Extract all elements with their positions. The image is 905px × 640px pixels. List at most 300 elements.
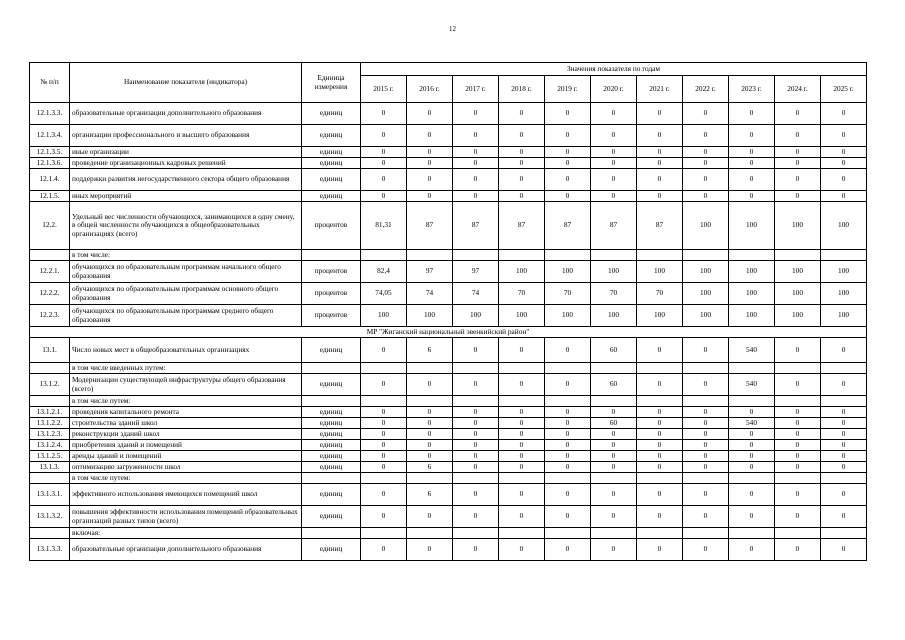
table-row <box>30 125 867 147</box>
empty-cell <box>407 473 453 484</box>
value-cell: 0 <box>729 440 775 451</box>
value-cell: 0 <box>821 374 867 396</box>
value-cell: 0 <box>453 103 499 125</box>
value-cell: 0 <box>637 125 683 147</box>
value-cell: 0 <box>361 506 407 528</box>
empty-cell <box>637 528 683 539</box>
empty-cell <box>637 396 683 407</box>
header-year: 2017 г. <box>453 76 499 103</box>
value-cell: 100 <box>821 283 867 305</box>
empty-cell <box>453 528 499 539</box>
empty-cell <box>775 473 821 484</box>
header-year: 2025 г. <box>821 76 867 103</box>
subheading-text: в том числе путем: <box>70 473 302 484</box>
empty-cell <box>775 250 821 261</box>
header-year: 2021 г. <box>637 76 683 103</box>
value-cell: 70 <box>591 283 637 305</box>
value-cell: 0 <box>545 418 591 429</box>
table-row <box>30 202 867 250</box>
value-cell: 0 <box>499 125 545 147</box>
table-row <box>30 407 867 418</box>
value-cell: 0 <box>545 440 591 451</box>
empty-cell <box>453 473 499 484</box>
unit: единиц <box>302 429 361 440</box>
value-cell: 0 <box>729 539 775 561</box>
value-cell: 0 <box>361 158 407 169</box>
value-cell: 0 <box>775 429 821 440</box>
value-cell: 0 <box>407 125 453 147</box>
value-cell: 0 <box>361 440 407 451</box>
unit: процентов <box>302 261 361 283</box>
indicator-name: обучающихся по образовательным программам основного общего образования <box>70 283 302 305</box>
value-cell: 0 <box>821 418 867 429</box>
value-cell: 0 <box>821 539 867 561</box>
empty-cell <box>637 363 683 374</box>
value-cell: 0 <box>453 539 499 561</box>
value-cell: 0 <box>821 462 867 473</box>
value-cell: 0 <box>499 440 545 451</box>
subheading-text: включая: <box>70 528 302 539</box>
value-cell: 6 <box>407 338 453 363</box>
table-row <box>30 506 867 528</box>
value-cell: 100 <box>821 261 867 283</box>
value-cell: 74,05 <box>361 283 407 305</box>
value-cell: 0 <box>453 484 499 506</box>
value-cell: 0 <box>683 539 729 561</box>
value-cell: 0 <box>821 451 867 462</box>
empty-cell <box>407 396 453 407</box>
value-cell: 0 <box>407 158 453 169</box>
value-cell: 100 <box>453 305 499 327</box>
value-cell: 0 <box>821 484 867 506</box>
value-cell: 0 <box>361 125 407 147</box>
value-cell: 0 <box>683 506 729 528</box>
value-cell: 87 <box>591 202 637 250</box>
value-cell: 0 <box>821 147 867 158</box>
empty-cell <box>729 396 775 407</box>
empty-cell <box>302 528 361 539</box>
table-row <box>30 305 867 327</box>
value-cell: 0 <box>683 147 729 158</box>
row-number: 13.1.2. <box>30 374 70 396</box>
value-cell: 0 <box>591 169 637 191</box>
value-cell: 540 <box>729 374 775 396</box>
table-row <box>30 418 867 429</box>
value-cell: 0 <box>775 147 821 158</box>
unit: единиц <box>302 451 361 462</box>
value-cell: 0 <box>821 429 867 440</box>
header-name: Наименование показателя (индикатора) <box>70 63 302 103</box>
value-cell: 100 <box>591 261 637 283</box>
value-cell: 0 <box>407 103 453 125</box>
value-cell: 0 <box>637 506 683 528</box>
value-cell: 0 <box>499 462 545 473</box>
value-cell: 0 <box>683 407 729 418</box>
indicator-name: образовательные организации дополнительного образования <box>70 539 302 561</box>
empty-cell <box>775 396 821 407</box>
unit: единиц <box>302 125 361 147</box>
unit: единиц <box>302 191 361 202</box>
empty-cell <box>499 473 545 484</box>
value-cell: 0 <box>407 191 453 202</box>
value-cell: 0 <box>545 169 591 191</box>
value-cell: 0 <box>591 191 637 202</box>
value-cell: 0 <box>407 506 453 528</box>
value-cell: 74 <box>407 283 453 305</box>
table-row <box>30 147 867 158</box>
table-row <box>30 462 867 473</box>
value-cell: 0 <box>361 103 407 125</box>
value-cell: 0 <box>453 338 499 363</box>
unit: единиц <box>302 418 361 429</box>
empty-cell <box>302 396 361 407</box>
value-cell: 0 <box>591 125 637 147</box>
indicator-name: Число новых мест в общеобразовательных организациях <box>70 338 302 363</box>
value-cell: 0 <box>821 191 867 202</box>
header-unit: Единица измерения <box>302 63 361 103</box>
row-number: 12.1.3.3. <box>30 103 70 125</box>
subheading-row <box>30 363 867 374</box>
value-cell: 0 <box>499 429 545 440</box>
value-cell: 0 <box>407 429 453 440</box>
value-cell: 0 <box>545 451 591 462</box>
row-number: 13.1.2.1. <box>30 407 70 418</box>
empty-cell <box>591 473 637 484</box>
empty-cell <box>637 473 683 484</box>
empty-cell <box>683 473 729 484</box>
table-body <box>30 103 867 561</box>
indicator-name: проведение организационных кадровых решений <box>70 158 302 169</box>
table-row <box>30 539 867 561</box>
row-number: 12.2.2. <box>30 283 70 305</box>
indicator-name: строительства зданий школ <box>70 418 302 429</box>
value-cell: 100 <box>775 261 821 283</box>
value-cell: 0 <box>499 418 545 429</box>
row-number: 13.1.3.2. <box>30 506 70 528</box>
value-cell: 0 <box>499 191 545 202</box>
header-year: 2023 г. <box>729 76 775 103</box>
row-number: 12.1.4. <box>30 169 70 191</box>
value-cell: 0 <box>775 169 821 191</box>
indicator-name: обучающихся по образовательным программам начального общего образования <box>70 261 302 283</box>
value-cell: 0 <box>545 191 591 202</box>
value-cell: 0 <box>545 125 591 147</box>
value-cell: 0 <box>637 451 683 462</box>
value-cell: 0 <box>729 125 775 147</box>
unit: единиц <box>302 506 361 528</box>
row-number: 13.1.2.5. <box>30 451 70 462</box>
empty-cell <box>821 363 867 374</box>
value-cell: 0 <box>821 440 867 451</box>
empty-cell <box>545 396 591 407</box>
value-cell: 0 <box>683 338 729 363</box>
empty-cell <box>591 528 637 539</box>
value-cell: 0 <box>545 429 591 440</box>
value-cell: 0 <box>407 374 453 396</box>
value-cell: 0 <box>545 338 591 363</box>
value-cell: 0 <box>499 506 545 528</box>
value-cell: 97 <box>407 261 453 283</box>
value-cell: 0 <box>591 440 637 451</box>
value-cell: 0 <box>407 440 453 451</box>
value-cell: 0 <box>775 125 821 147</box>
table-row <box>30 261 867 283</box>
subheading-text: в том числе введенных путем: <box>70 363 302 374</box>
empty-cell <box>545 528 591 539</box>
value-cell: 0 <box>591 407 637 418</box>
empty-cell <box>30 528 70 539</box>
value-cell: 0 <box>591 451 637 462</box>
value-cell: 0 <box>683 191 729 202</box>
table-row <box>30 451 867 462</box>
value-cell: 0 <box>775 191 821 202</box>
unit: единиц <box>302 462 361 473</box>
value-cell: 0 <box>545 158 591 169</box>
value-cell: 0 <box>407 169 453 191</box>
value-cell: 70 <box>637 283 683 305</box>
unit: единиц <box>302 484 361 506</box>
value-cell: 87 <box>545 202 591 250</box>
value-cell: 0 <box>361 539 407 561</box>
value-cell: 0 <box>453 429 499 440</box>
value-cell: 87 <box>407 202 453 250</box>
value-cell: 100 <box>545 261 591 283</box>
indicator-name: Удельный вес численности обучающихся, занимающихся в одну смену, в общей численности обучающихся в общеобразовательных организациях (всего) <box>70 202 302 250</box>
value-cell: 0 <box>545 407 591 418</box>
value-cell: 0 <box>637 462 683 473</box>
indicators-table <box>29 62 867 561</box>
value-cell: 0 <box>591 506 637 528</box>
value-cell: 0 <box>683 158 729 169</box>
subheading-row <box>30 528 867 539</box>
value-cell: 0 <box>683 429 729 440</box>
value-cell: 0 <box>453 169 499 191</box>
value-cell: 0 <box>775 539 821 561</box>
value-cell: 100 <box>775 283 821 305</box>
unit: единиц <box>302 374 361 396</box>
value-cell: 0 <box>775 418 821 429</box>
empty-cell <box>637 250 683 261</box>
table-row <box>30 440 867 451</box>
subheading-row <box>30 250 867 261</box>
page-number: 12 <box>449 25 456 33</box>
empty-cell <box>821 396 867 407</box>
indicator-name: аренды зданий и помещений <box>70 451 302 462</box>
value-cell: 0 <box>361 462 407 473</box>
empty-cell <box>683 363 729 374</box>
value-cell: 0 <box>361 451 407 462</box>
unit: единиц <box>302 407 361 418</box>
empty-cell <box>545 473 591 484</box>
indicator-name: реконструкции зданий школ <box>70 429 302 440</box>
value-cell: 0 <box>775 506 821 528</box>
row-number: 13.1.2.4. <box>30 440 70 451</box>
value-cell: 97 <box>453 261 499 283</box>
value-cell: 0 <box>407 539 453 561</box>
value-cell: 0 <box>499 539 545 561</box>
value-cell: 0 <box>683 462 729 473</box>
value-cell: 0 <box>683 484 729 506</box>
value-cell: 0 <box>683 103 729 125</box>
value-cell: 0 <box>683 451 729 462</box>
value-cell: 100 <box>683 202 729 250</box>
indicator-name: организации профессионального и высшего образования <box>70 125 302 147</box>
row-number: 13.1.3.1. <box>30 484 70 506</box>
indicator-name: образовательные организации дополнительного образования <box>70 103 302 125</box>
table-row <box>30 338 867 363</box>
indicator-name: приобретения зданий и помещений <box>70 440 302 451</box>
value-cell: 0 <box>637 158 683 169</box>
indicator-name: поддержки развития негосударственного сектора общего образования <box>70 169 302 191</box>
value-cell: 0 <box>637 440 683 451</box>
value-cell: 0 <box>637 484 683 506</box>
value-cell: 0 <box>361 147 407 158</box>
value-cell: 70 <box>499 283 545 305</box>
value-cell: 100 <box>821 202 867 250</box>
value-cell: 0 <box>775 484 821 506</box>
value-cell: 0 <box>729 506 775 528</box>
empty-cell <box>453 363 499 374</box>
value-cell: 74 <box>453 283 499 305</box>
empty-cell <box>302 250 361 261</box>
empty-cell <box>361 363 407 374</box>
header-year: 2020 г. <box>591 76 637 103</box>
empty-cell <box>302 363 361 374</box>
unit: единиц <box>302 103 361 125</box>
subheading-text: в том числе: <box>70 250 302 261</box>
value-cell: 82,4 <box>361 261 407 283</box>
value-cell: 0 <box>499 374 545 396</box>
value-cell: 0 <box>499 169 545 191</box>
value-cell: 0 <box>545 462 591 473</box>
value-cell: 0 <box>821 158 867 169</box>
value-cell: 100 <box>545 305 591 327</box>
value-cell: 0 <box>821 407 867 418</box>
value-cell: 0 <box>637 147 683 158</box>
value-cell: 0 <box>637 338 683 363</box>
value-cell: 0 <box>683 169 729 191</box>
value-cell: 0 <box>637 429 683 440</box>
value-cell: 100 <box>499 261 545 283</box>
value-cell: 0 <box>729 462 775 473</box>
value-cell: 0 <box>683 418 729 429</box>
value-cell: 0 <box>637 539 683 561</box>
value-cell: 0 <box>591 429 637 440</box>
value-cell: 0 <box>821 103 867 125</box>
value-cell: 0 <box>545 103 591 125</box>
empty-cell <box>729 528 775 539</box>
header-year: 2024 г. <box>775 76 821 103</box>
header-year: 2019 г. <box>545 76 591 103</box>
value-cell: 100 <box>775 305 821 327</box>
value-cell: 0 <box>729 147 775 158</box>
value-cell: 0 <box>591 462 637 473</box>
row-number: 12.2. <box>30 202 70 250</box>
table-row <box>30 484 867 506</box>
empty-cell <box>683 250 729 261</box>
unit: единиц <box>302 147 361 158</box>
value-cell: 0 <box>407 451 453 462</box>
value-cell: 0 <box>821 506 867 528</box>
value-cell: 0 <box>637 169 683 191</box>
value-cell: 0 <box>545 147 591 158</box>
empty-cell <box>591 396 637 407</box>
value-cell: 100 <box>775 202 821 250</box>
value-cell: 0 <box>637 103 683 125</box>
value-cell: 0 <box>453 374 499 396</box>
empty-cell <box>361 396 407 407</box>
value-cell: 0 <box>729 169 775 191</box>
value-cell: 6 <box>407 484 453 506</box>
section-row <box>30 327 867 338</box>
value-cell: 0 <box>591 158 637 169</box>
section-title: МР "Жиганский национальный эвенкийский район" <box>30 327 867 338</box>
value-cell: 87 <box>453 202 499 250</box>
unit: процентов <box>302 202 361 250</box>
value-cell: 100 <box>591 305 637 327</box>
empty-cell <box>361 473 407 484</box>
empty-cell <box>499 528 545 539</box>
value-cell: 0 <box>775 374 821 396</box>
value-cell: 100 <box>407 305 453 327</box>
value-cell: 0 <box>361 429 407 440</box>
value-cell: 0 <box>407 418 453 429</box>
value-cell: 0 <box>453 462 499 473</box>
empty-cell <box>30 250 70 261</box>
value-cell: 0 <box>499 158 545 169</box>
empty-cell <box>407 363 453 374</box>
unit: единиц <box>302 169 361 191</box>
subheading-row <box>30 396 867 407</box>
indicator-name: Модернизации существующей инфраструктуры общего образования (всего) <box>70 374 302 396</box>
unit: единиц <box>302 539 361 561</box>
value-cell: 100 <box>361 305 407 327</box>
table-row <box>30 429 867 440</box>
table-row <box>30 158 867 169</box>
value-cell: 6 <box>407 462 453 473</box>
empty-cell <box>407 528 453 539</box>
value-cell: 0 <box>729 407 775 418</box>
empty-cell <box>407 250 453 261</box>
row-number: 13.1.2.3. <box>30 429 70 440</box>
value-cell: 0 <box>407 147 453 158</box>
value-cell: 60 <box>591 338 637 363</box>
value-cell: 0 <box>591 484 637 506</box>
value-cell: 0 <box>361 484 407 506</box>
value-cell: 60 <box>591 374 637 396</box>
value-cell: 0 <box>499 338 545 363</box>
value-cell: 0 <box>591 147 637 158</box>
value-cell: 0 <box>821 169 867 191</box>
value-cell: 0 <box>637 374 683 396</box>
empty-cell <box>821 473 867 484</box>
value-cell: 0 <box>407 407 453 418</box>
value-cell: 0 <box>545 506 591 528</box>
value-cell: 100 <box>729 283 775 305</box>
value-cell: 100 <box>637 261 683 283</box>
value-cell: 0 <box>361 374 407 396</box>
table-row <box>30 191 867 202</box>
value-cell: 100 <box>729 261 775 283</box>
unit: процентов <box>302 305 361 327</box>
value-cell: 0 <box>499 484 545 506</box>
empty-cell <box>775 363 821 374</box>
table-row <box>30 374 867 396</box>
value-cell: 100 <box>729 202 775 250</box>
empty-cell <box>591 363 637 374</box>
value-cell: 100 <box>683 305 729 327</box>
empty-cell <box>499 363 545 374</box>
